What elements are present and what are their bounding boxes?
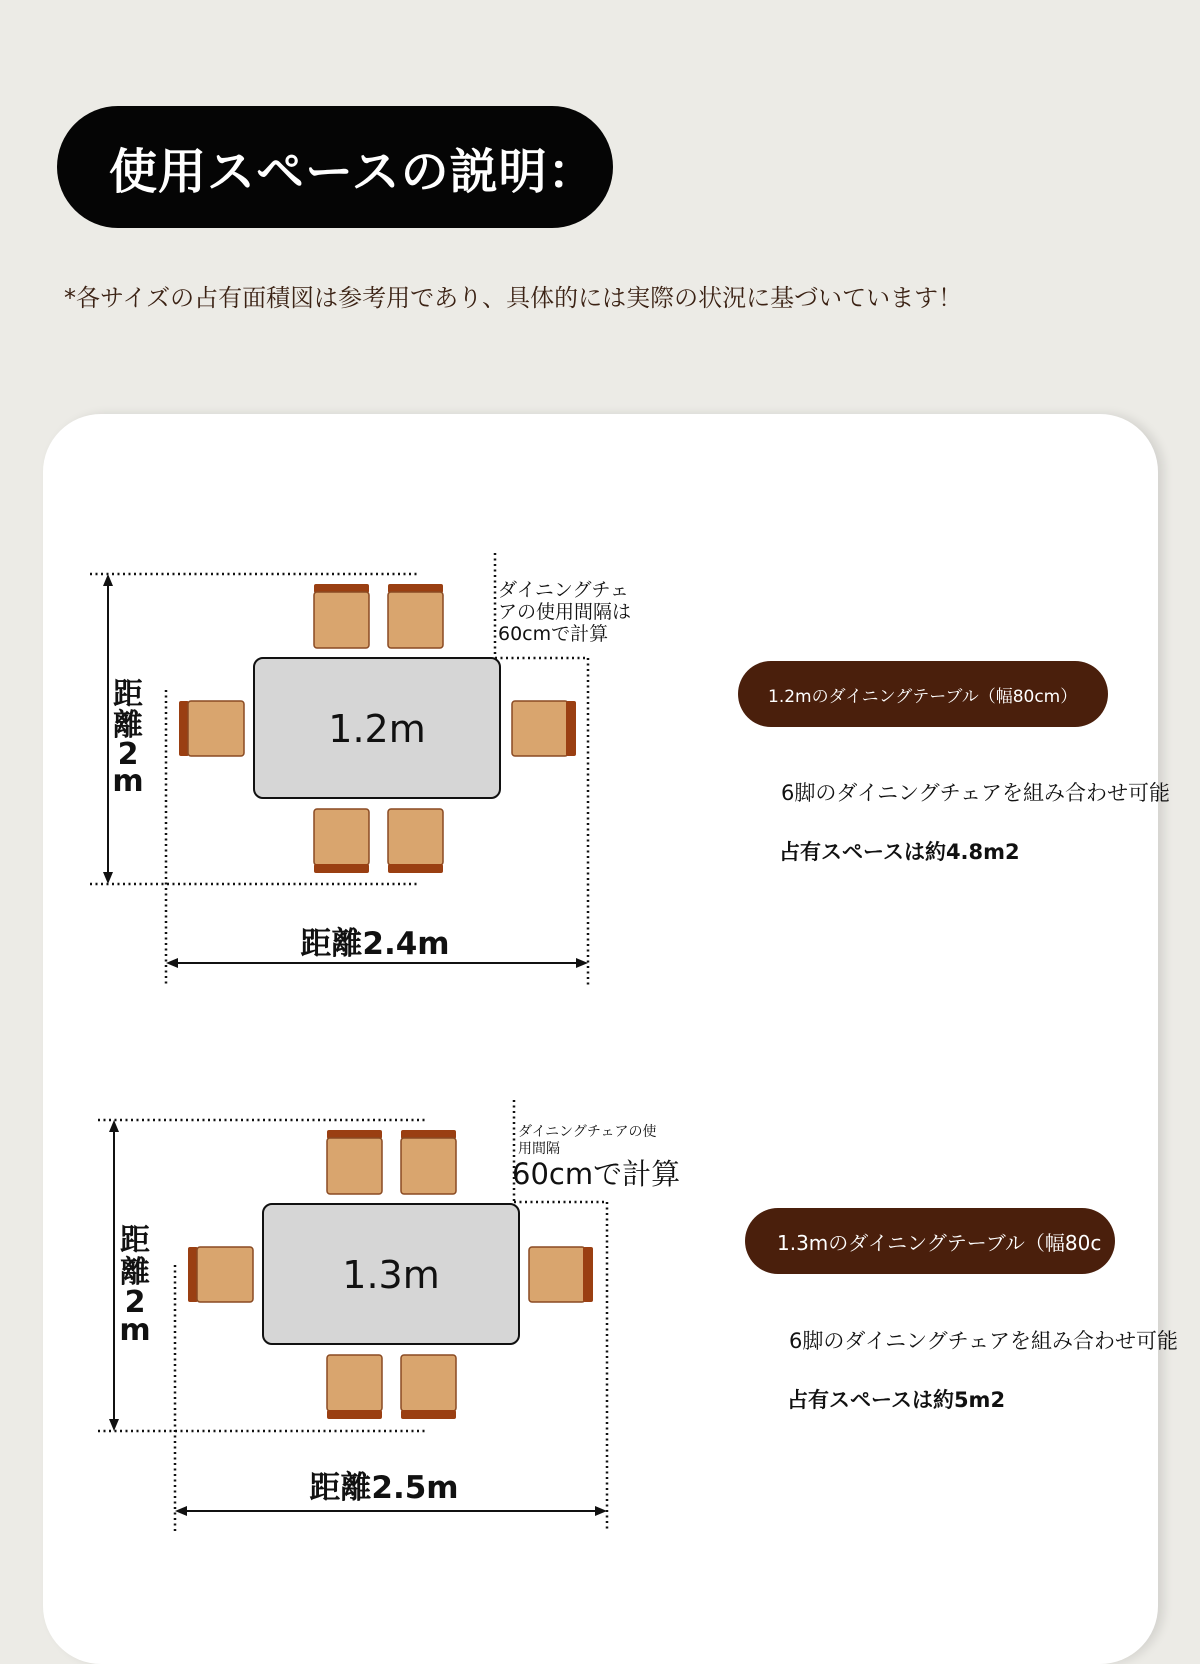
width-label: 距離2.5m bbox=[309, 1470, 459, 1506]
width-label: 距離2.4m bbox=[300, 926, 450, 962]
svg-text:2: 2 bbox=[124, 1285, 146, 1320]
table-spec-text: 1.3mのダイニングテーブル（幅80c bbox=[777, 1230, 1102, 1255]
width-arrow bbox=[175, 1506, 607, 1516]
svg-text:距: 距 bbox=[113, 677, 143, 712]
svg-text:離: 離 bbox=[113, 708, 143, 743]
depth-arrow bbox=[109, 1120, 119, 1431]
svg-text:60cmで計算: 60cmで計算 bbox=[512, 1157, 681, 1191]
chair-top-left bbox=[327, 1130, 382, 1194]
chair-spacing-note bbox=[512, 1123, 680, 1191]
table-spec-text: 1.2mのダイニングテーブル（幅80cm） bbox=[768, 686, 1078, 707]
svg-text:離: 離 bbox=[120, 1255, 150, 1290]
chair-count-text: 6脚のダイニングチェアを組み合わせ可能 bbox=[789, 1329, 1179, 1353]
reference-note: *各サイズの占有面積図は参考用であり、具体的には実際の状況に基づいています！ bbox=[64, 284, 963, 312]
svg-text:用間隔: 用間隔 bbox=[518, 1141, 560, 1157]
svg-text:2: 2 bbox=[117, 737, 139, 772]
svg-text:ダイニングチェアの使: ダイニングチェアの使 bbox=[518, 1124, 657, 1140]
table-size-label: 1.3m bbox=[342, 1253, 440, 1297]
table-size-label: 1.2m bbox=[328, 707, 426, 751]
occupied-area-text: 占有スペースは約4.8m2 bbox=[779, 840, 1020, 864]
chair-left bbox=[188, 1247, 253, 1302]
depth-label bbox=[119, 1223, 150, 1348]
table-spec-pill-1 bbox=[738, 661, 1108, 727]
page-title: 使用スペースの説明： bbox=[109, 143, 597, 200]
svg-text:アの使用間隔は: アの使用間隔は bbox=[498, 601, 632, 623]
chair-right bbox=[529, 1247, 593, 1302]
occupied-area-text: 占有スペースは約5m2 bbox=[787, 1388, 1006, 1412]
svg-text:距: 距 bbox=[120, 1223, 150, 1258]
table-spec-pill-2 bbox=[745, 1208, 1115, 1274]
chair-bottom-right bbox=[401, 1355, 456, 1419]
chair-top-right bbox=[401, 1130, 456, 1194]
svg-text:m: m bbox=[112, 764, 144, 799]
svg-text:ダイニングチェ: ダイニングチェ bbox=[498, 579, 629, 601]
svg-text:m: m bbox=[119, 1313, 151, 1348]
chair-count-text: 6脚のダイニングチェアを組み合わせ可能 bbox=[781, 781, 1171, 805]
chair-bottom-left bbox=[327, 1355, 382, 1419]
svg-text:60cmで計算: 60cmで計算 bbox=[498, 623, 609, 645]
